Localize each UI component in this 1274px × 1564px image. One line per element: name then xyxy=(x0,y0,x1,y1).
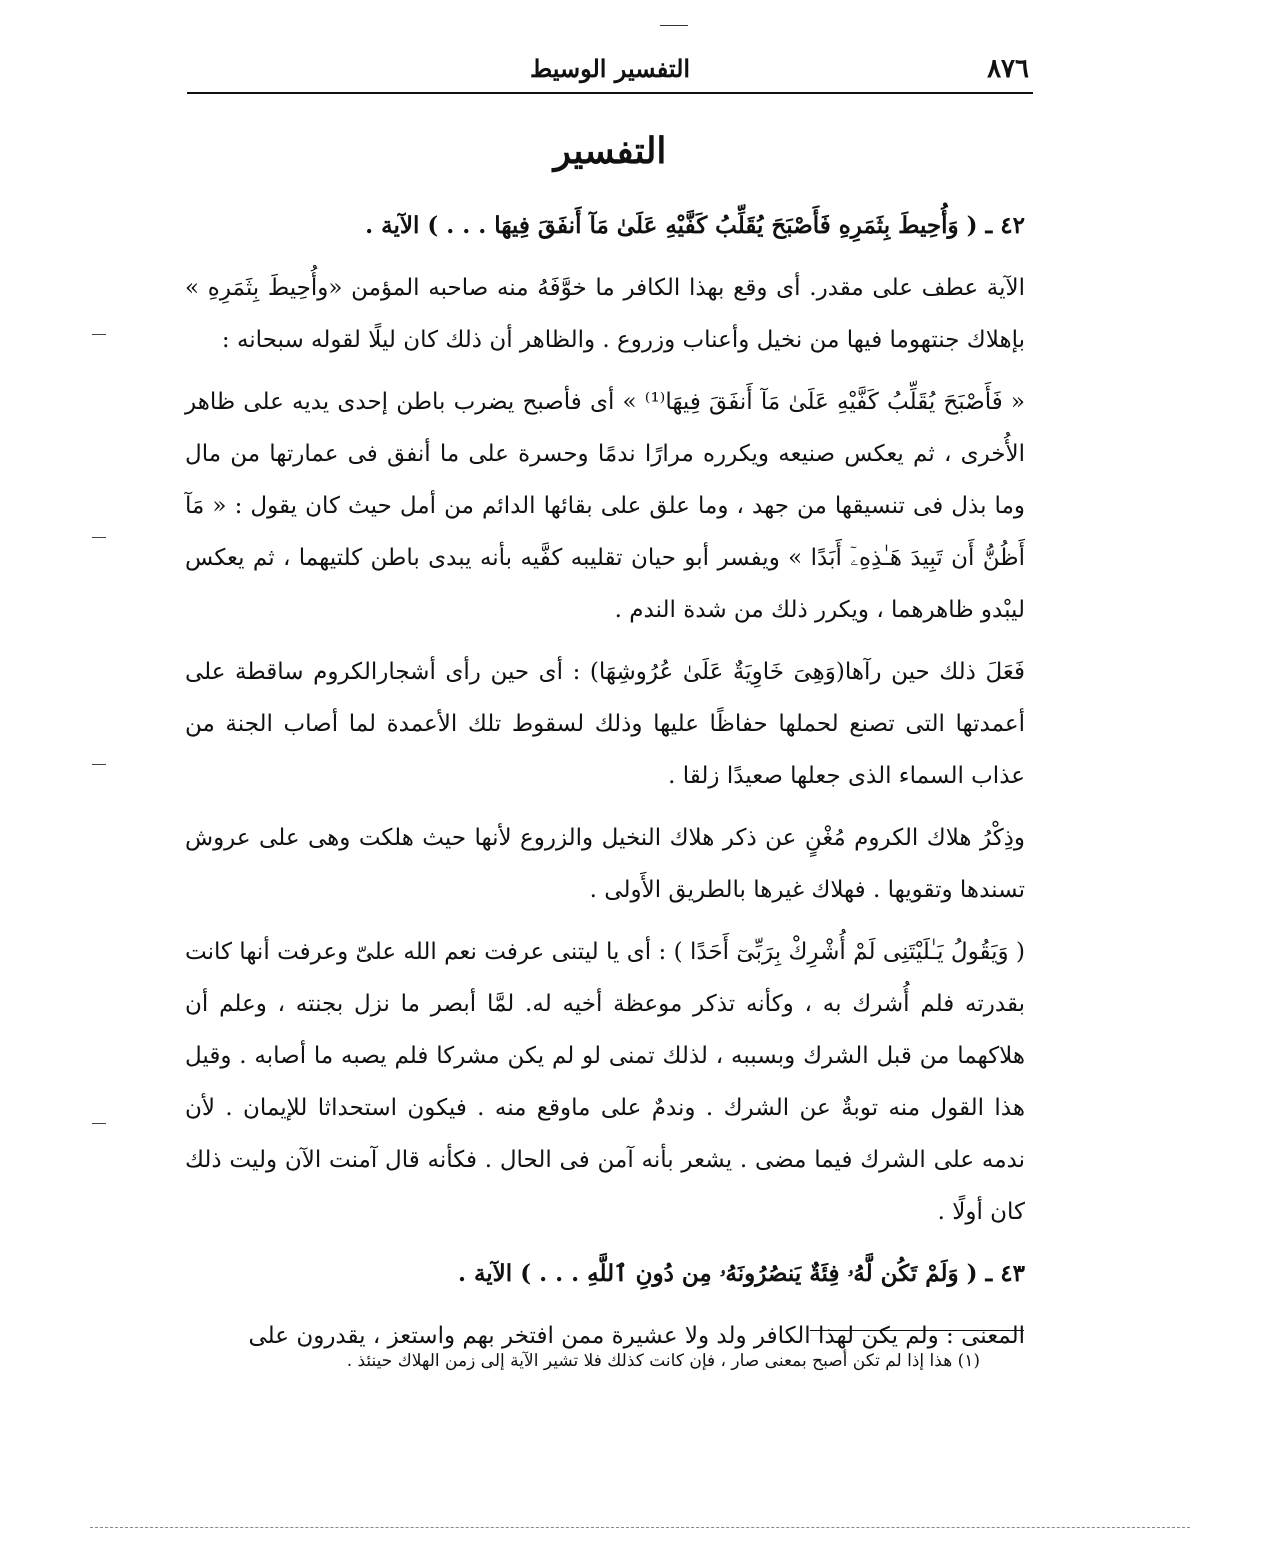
running-header xyxy=(187,52,1033,94)
paragraph-1: الآية عطف على مقدر. أى وقع بهذا الكافر ما خوَّفَهُ منه صاحبه المؤمن «وأُحِيطَ بِثَمَرِهِ » بإهلاك جنتهوما فيها من نخيل وأعناب وزروع . والظاهر أن ذلك كان ليلًا لقوله سبحانه : xyxy=(185,275,1025,353)
main-text xyxy=(185,200,1025,1372)
margin-mark xyxy=(92,1123,106,1124)
paragraph-5: ( وَيَقُولُ يَـٰلَيْتَنِى لَمْ أُشْرِكْ بِرَبِّىٓ أَحَدًا ) : أى يا ليتنى عرفت نعم الله علىّ وعرفت أنها كانت بقدرته فلم أُشرك به ، وكأنه تذكر موعظة أخيه له. لمَّا أبصر ما نزل بجنته ، وعلم أن هلاكهما من قبل الشرك وبسببه ، لذلك تمنى لو لم يكن مشركا فلم يصبه ما أصابه . وقيل هذا القول منه توبةٌ عن الشرك . وندمٌ على ماوقع منه . فيكون استحداثا للإيمان . لأن ندمه على الشرك فيما مضى . يشعر بأنه آمن فى الحال . فكأنه قال آمنت الآن وليت ذلك كان أولًا . xyxy=(185,939,1025,1225)
paragraph-3: فَعَلَ ذلك حين رآها(وَهِىَ خَاوِيَةٌ عَلَىٰ عُرُوشِهَا) : أى حين رأى أشجارالكروم ساقطة على أعمدتها التى تصنع لحملها حفاظًا عليها وذلك لسقوط تلك الأعمدة لما أصاب الجنة من عذاب السماء الذى جعلها صعيدًا زلقا . xyxy=(185,659,1025,789)
bottom-scan-line xyxy=(90,1527,1190,1528)
margin-mark xyxy=(92,537,106,538)
top-tick-mark xyxy=(660,25,688,26)
paragraph-6: المعنى : ولم يكن لهذا الكافر ولد ولا عشيرة ممن افتخر بهم واستعز ، يقدرون على xyxy=(248,1323,1025,1349)
verse-42-heading: ٤٢ ـ ( وَأُحِيطَ بِثَمَرِهِ فَأَصْبَحَ يُقَلِّبُ كَفَّيْهِ عَلَىٰ مَآ أَنفَقَ فِيهَا . . . ) الآية . xyxy=(365,212,1025,239)
margin-mark xyxy=(92,334,106,335)
running-title: التفسير الوسيط xyxy=(529,54,691,83)
page-number: ٨٧٦ xyxy=(987,54,1029,84)
paragraph-2: « فَأَصْبَحَ يُقَلِّبُ كَفَّيْهِ عَلَىٰ مَآ أَنفَقَ فِيهَا⁽¹⁾ » أى فأصبح يضرب باطن إحدى يديه على ظاهر الأُخرى ، ثم يعكس صنيعه ويكرره مرارًا ندمًا وحسرة على ما أنفق فى عمارتها من مال وما بذل فى تنسيقها من جهد ، وما علق على بقائها الدائم من أمل حيث كان يقول : « مَآ أَظُنُّ أَن تَبِيدَ هَـٰذِهِۦٓ أَبَدًا » ويفسر أبو حيان تقليبه كفَّيه بأنه يبدى باطن كلتيهما ، ثم يعكس ليبْدو ظاهرهما ، ويكرر ذلك من شدة الندم . xyxy=(185,389,1025,623)
section-title: التفسير xyxy=(553,130,667,172)
margin-mark xyxy=(92,764,106,765)
footnote-divider xyxy=(810,1330,1024,1331)
footnote: (١) هذا إذا لم تكن أصبح بمعنى صار ، فإن كانت كذلك فلا تشير الآية إلى زمن الهلاك حينئذ . xyxy=(346,1351,980,1371)
verse-43-heading: ٤٣ ـ ( وَلَمْ تَكُن لَّهُۥ فِئَةٌ يَنصُرُونَهُۥ مِن دُونِ ٱللَّهِ . . . ) الآية . xyxy=(457,1260,1025,1287)
paragraph-4: وذِكْرُ هلاك الكروم مُغْنٍ عن ذكر هلاك النخيل والزروع لأنها حيث هلكت وهى على عروش تسندها وتقويها . فهلاك غيرها بالطريق الأَولى . xyxy=(185,825,1025,903)
